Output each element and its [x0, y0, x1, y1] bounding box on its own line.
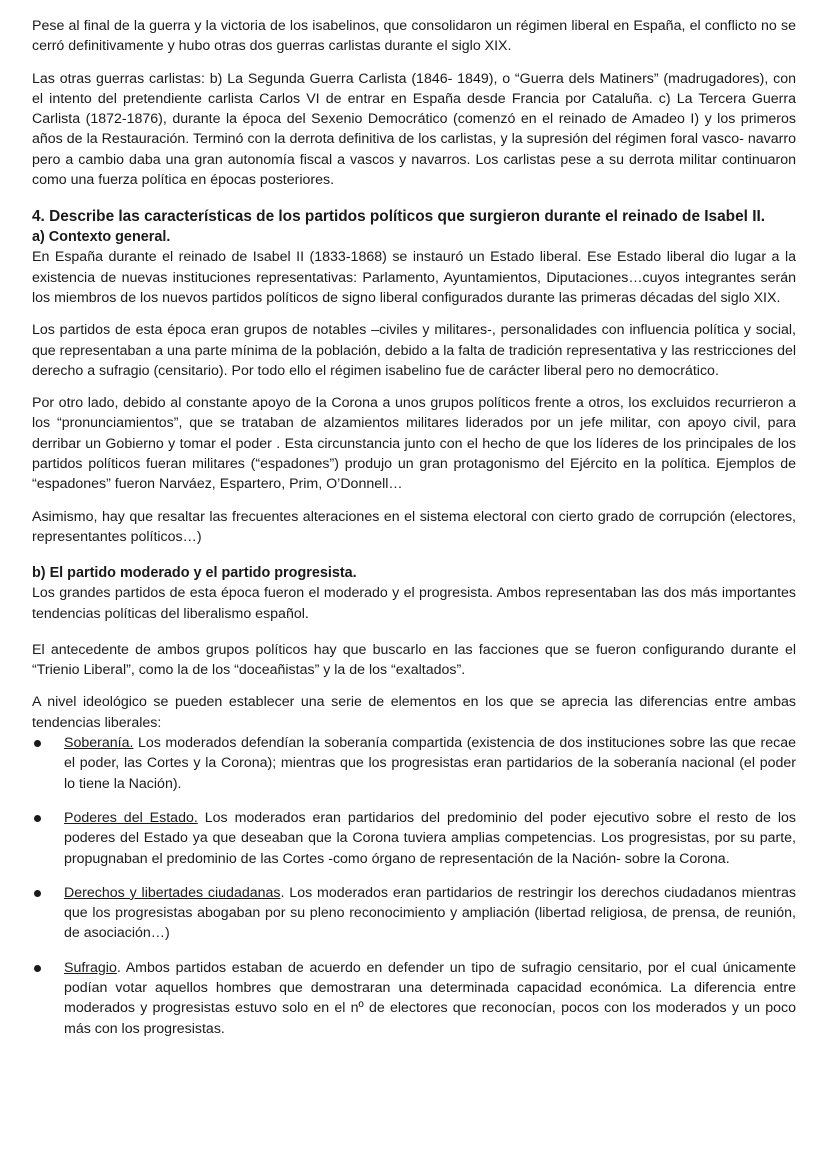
paragraph-ideological-differences: A nivel ideológico se pueden establecer una serie de elementos en los que se aprecia las diferencias entre ambas tendencias liberales:: [32, 694, 796, 731]
list-item: [32, 958, 796, 1039]
subsection-a-heading: a) Contexto general.: [32, 229, 171, 246]
list-item-term: Poderes del Estado.: [64, 809, 198, 826]
paragraph-liberal-state: En España durante el reinado de Isabel II (1833-1868) se instauró un Estado liberal. Ese Estado liberal dio lugar a la existencia de nuevas instituciones representativas: Parlamento, Ayuntamientos, Diputaciones…cuyos integrantes serán los miembros de los nuevos partidos políticos de signo liberal configurados durante las primeras décadas del siglo XIX.: [32, 249, 796, 306]
list-item-term: Sufragio: [64, 959, 117, 976]
list-item-term: Derechos y libertades ciudadanas: [64, 884, 281, 901]
paragraph-pronunciamientos: Por otro lado, debido al constante apoyo de la Corona a unos grupos políticos frente a otros, los excluidos recurrieron a los “pronunciamientos”, que se trataban de alzamientos militares liderados por un jefe militar, con apoyo civil, para derribar un Gobierno y tomar el poder . Esta circunstancia junto con el hecho de que los líderes de los principales de los partidos políticos fueran militares (“espadones”) produjo un gran protagonismo del Ejército en la política. Ejemplos de “espadones” fueron Narváez, Espartero, Prim, O’Donnell…: [32, 395, 796, 493]
paragraph-other-carlist-wars: Las otras guerras carlistas: b) La Segunda Guerra Carlista (1846- 1849), o “Guerra dels Matiners” (madrugadores), con el intento del pretendiente carlista Carlos VI de entrar en España desde Francia por Cataluña. c) La Tercera Guerra Carlista (1872-1876), durante la época del Sexenio Democrático (comenzó en el reinado de Amadeo I) y los primeros años de la Restauración. Terminó con la derrota definitiva de los carlistas, y la supresión del régimen foral vasco- navarro pero a cambio daba una gran autonomía fiscal a vascos y navarros. Los carlistas pese a su derrota militar continuaron como una fuerza política en épocas posteriores.: [32, 70, 796, 189]
list-item-text: . Los moderados eran partidarios de restringir los derechos ciudadanos mientras que los progresistas abogaban por su pleno reconocimiento y ampliación (libertad religiosa, de prensa, de reunión, de asociación…): [64, 884, 796, 942]
list-item-term: Soberanía.: [64, 735, 134, 752]
list-item: [32, 883, 796, 944]
list-item-text: Los moderados defendían la soberanía compartida (existencia de dos instituciones sobre las que recae el poder, las Cortes y la Corona); mientras que los progresistas eran partidarios de la soberanía nacional (el poder lo tiene la Nación).: [64, 735, 796, 792]
document-page: [32, 16, 796, 1053]
list-item-text: . Ambos partidos estaban de acuerdo en defender un tipo de sufragio censitario, por el cual únicamente podían votar aquellos hombres que demostraran una determinada capacidad económica. La diferencia entre moderados y progresistas estuvo solo en el nº de electores que reconocían, pocos con los moderados y un poco más con los progresistas.: [64, 959, 796, 1037]
paragraph-carlist-war-end: Pese al final de la guerra y la victoria de los isabelinos, que consolidaron un régimen liberal en España, el conflicto no se cerró definitivamente y hubo otras dos guerras carlistas durante el siglo XIX.: [32, 18, 796, 55]
bullet-icon: [34, 890, 41, 897]
differences-list: [32, 733, 796, 1039]
paragraph-main-parties: Los grandes partidos de esta época fueron el moderado y el progresista. Ambos representaban las dos más importantes tendencias políticas del liberalismo español.: [32, 585, 796, 622]
bullet-icon: [34, 740, 41, 747]
subsection-b-heading: b) El partido moderado y el partido progresista.: [32, 565, 357, 582]
section-4-heading: 4. Describe las características de los partidos políticos que surgieron durante el reinado de Isabel II.: [32, 208, 766, 226]
bullet-icon: [34, 965, 41, 972]
list-item: [32, 733, 796, 794]
paragraph-electoral-corruption: Asimismo, hay que resaltar las frecuentes alteraciones en el sistema electoral con cierto grado de corrupción (electores, representantes políticos…): [32, 508, 796, 545]
paragraph-antecedents: El antecedente de ambos grupos políticos hay que buscarlo en las facciones que se fueron configurando durante el “Trienio Liberal”, como la de los “doceañistas” y la de los “exaltados”.: [32, 641, 796, 679]
bullet-icon: [34, 815, 41, 822]
list-item: [32, 808, 796, 869]
list-item-text: Los moderados eran partidarios del predominio del poder ejecutivo sobre el resto de los poderes del Estado ya que deseaban que la Corona tuviera amplias competencias. Los progresistas, por su parte, propugnaban el predominio de las Cortes -como órgano de representación de la Nación- sobre la Corona.: [64, 809, 796, 867]
paragraph-notables: Los partidos de esta época eran grupos de notables –civiles y militares-, personalidades con influencia política y social, que representaban a una parte mínima de la población, debido a la falta de tradición representativa y las restricciones del derecho a sufragio (censitario). Por todo ello el régimen isabelino fue de carácter liberal pero no democrático.: [32, 322, 796, 379]
